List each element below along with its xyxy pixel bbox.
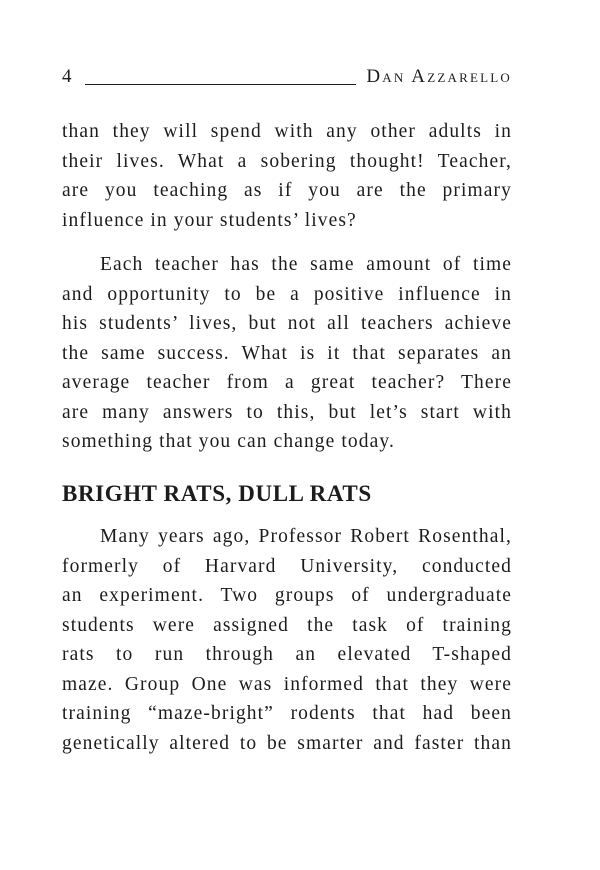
section-heading: BRIGHT RATS, DULL RATS: [62, 481, 372, 506]
paragraph-line: their lives. What a sobering thought! Teacher,: [62, 150, 512, 172]
page-number: 4: [62, 66, 73, 87]
paragraph-line: an experiment. Two groups of undergraduate: [62, 585, 512, 606]
paragraph-line: influence in your students’ lives?: [62, 209, 357, 231]
body-paragraph-1: [62, 117, 512, 235]
paragraph-line: the same success. What is it that separates an: [62, 342, 512, 364]
paragraph-line: genetically altered to be smarter and faster than: [62, 732, 512, 754]
paragraph-line: and opportunity to be a positive influence in: [62, 283, 512, 305]
paragraph-line: formerly of Harvard University, conducted: [62, 555, 512, 577]
paragraph-line: average teacher from a great teacher? There: [62, 372, 512, 393]
paragraph-line: Each teacher has the same amount of time: [100, 254, 512, 275]
paragraph-line: are you teaching as if you are the primary: [62, 180, 512, 201]
paragraph-line: something that you can change today.: [62, 431, 395, 452]
paragraph-line: students were assigned the task of training: [62, 614, 512, 636]
paragraph-line: than they will spend with any other adults in: [62, 121, 512, 142]
paragraph-line: are many answers to this, but let’s start with: [62, 401, 512, 423]
header-rule: [85, 84, 357, 85]
body-paragraph-3: [62, 522, 512, 758]
running-head-author: Dan Azzarello: [366, 66, 512, 87]
paragraph-line: training “maze-bright” rodents that had been: [62, 703, 512, 724]
running-header: [62, 66, 512, 90]
paragraph-line: rats to run through an elevated T-shaped: [62, 644, 512, 665]
paragraph-line: his students’ lives, but not all teachers achieve: [62, 313, 512, 334]
body-paragraph-2: [62, 250, 512, 457]
paragraph-line: Many years ago, Professor Robert Rosenthal,: [100, 526, 512, 547]
paragraph-line: maze. Group One was informed that they were: [62, 673, 512, 695]
